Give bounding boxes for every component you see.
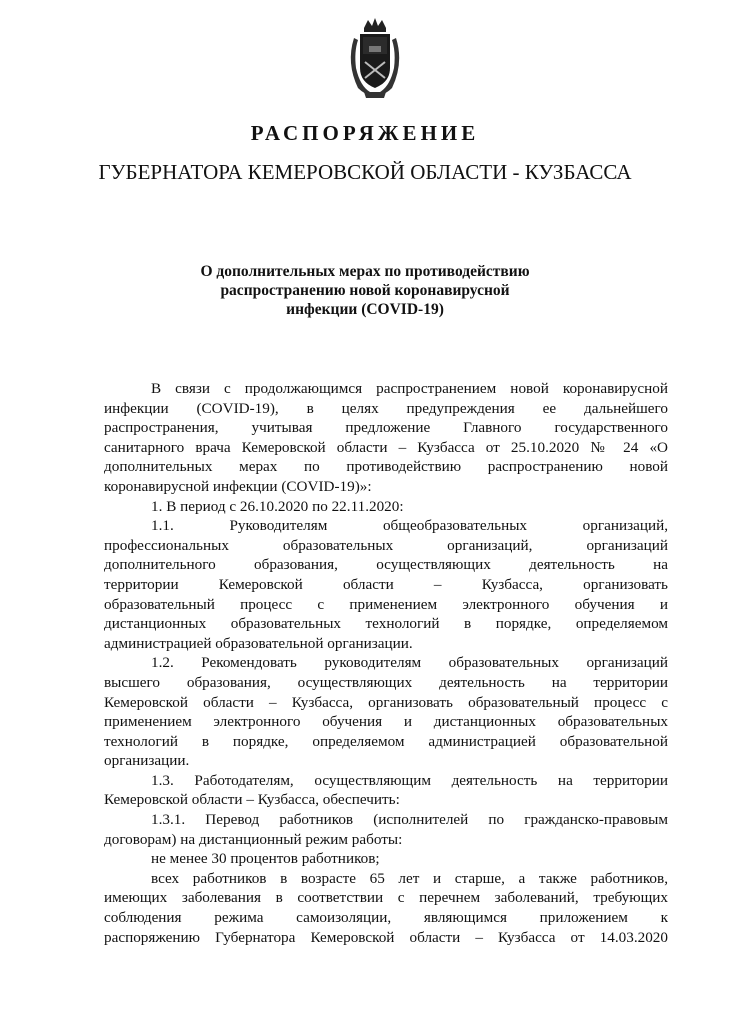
body-line: распространения, учитывая предложение Главного государственного (104, 419, 668, 437)
body-line: администрацией образовательной организации. (104, 634, 413, 652)
subject-line: инфекции (COVID-19) (286, 301, 444, 318)
body-line: 1.1. Руководителям общеобразовательных организаций, (151, 517, 668, 535)
body-line: распоряжению Губернатора Кемеровской области – Кузбасса от 14.03.2020 (104, 928, 668, 946)
document-body (104, 379, 668, 947)
body-line: не менее 30 процентов работников; (151, 850, 380, 868)
document-type-title: РАСПОРЯЖЕНИЕ (250, 121, 480, 145)
body-line: 1.3.1. Перевод работников (исполнителей по гражданско-правовым (151, 811, 668, 829)
subject-line: распространению новой коронавирусной (220, 282, 510, 299)
body-line: территории Кемеровской области – Кузбасса, организовать (104, 575, 668, 593)
body-line: образовательный процесс с применением электронного обучения и (104, 595, 668, 613)
body-line: В связи с продолжающимся распространением новой коронавирусной (151, 380, 668, 397)
body-line: дополнительного образования, осуществляющих деятельность на (104, 556, 668, 574)
body-line: санитарного врача Кемеровской области – Кузбасса от 25.10.2020 № 24 «О (104, 438, 668, 456)
body-line: Кемеровской области – Кузбасса, организовать образовательный процесс с (104, 693, 668, 711)
body-line: 1. В период с 26.10.2020 по 22.11.2020: (151, 497, 404, 515)
body-line: профессиональных образовательных организаций, организаций (104, 536, 668, 554)
body-line: дистанционных образовательных технологий в порядке, определяемом (104, 615, 668, 633)
body-line: соблюдения режима самоизоляции, являющимся приложением к (104, 909, 668, 927)
body-line: 1.2. Рекомендовать руководителям образовательных организаций (151, 654, 668, 672)
body-line: организации. (104, 752, 190, 770)
body-line: высшего образования, осуществляющих деятельность на территории (104, 673, 668, 691)
body-line: технологий в порядке, определяемом администрацией образовательной (104, 732, 668, 750)
body-line: договорам) на дистанционный режим работы: (104, 830, 403, 848)
body-line: коронавирусной инфекции (COVID-19)»: (104, 477, 372, 495)
body-line: дополнительных мерах по противодействию распространению новой (104, 458, 668, 476)
body-line: применением электронного обучения и дистанционных образовательных (104, 713, 668, 731)
coat-of-arms-icon (344, 18, 406, 100)
body-line: имеющих заболевания в соответствии с перечнем заболеваний, требующих (104, 889, 668, 907)
body-line: 1.3. Работодателям, осуществляющим деятельность на территории (151, 771, 668, 789)
body-line: всех работников в возрасте 65 лет и старше, а также работников, (151, 869, 668, 887)
document-subject (0, 262, 730, 319)
subject-line: О дополнительных мерах по противодействию (200, 263, 530, 280)
issuer-title: ГУБЕРНАТОРА КЕМЕРОВСКОЙ ОБЛАСТИ - КУЗБАССА (98, 160, 632, 184)
body-line: инфекции (COVID-19), в целях предупреждения ее дальнейшего (104, 399, 668, 417)
body-line: Кемеровской области – Кузбасса, обеспечить: (104, 791, 400, 809)
